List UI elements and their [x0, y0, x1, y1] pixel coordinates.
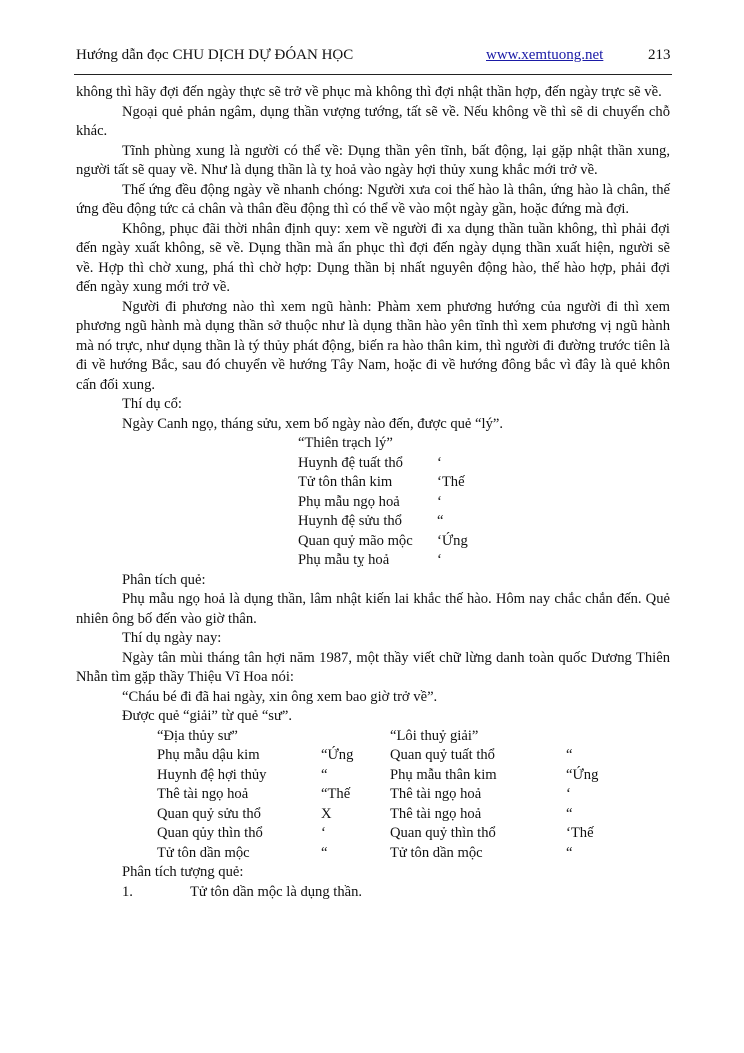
left-line-name: Huynh đệ hợi thủy [157, 766, 267, 783]
hexagram-line [76, 493, 670, 513]
line-mark: “ [437, 513, 444, 529]
hexagram-pair-row [76, 805, 670, 825]
hexagram-line [76, 512, 670, 532]
right-line-mark: “ [566, 844, 573, 861]
hexagram-title: “Thiên trạch lý” [298, 435, 393, 451]
paragraph: Tĩnh phùng xung là người có thể về: Dụng thần yên tĩnh, bất động, lại gặp nhật thần xung, người tất sẽ quay về. Như là dụng thần là tỵ hoả vào ngày hợi thủy xung khắc mới trở về. [76, 142, 670, 178]
example-intro: Ngày tân mùi tháng tân hợi năm 1987, một thầy viết chữ lừng danh toàn quốc Dương Thiên Nhẫn tìm gặp thầy Thiệu Vĩ Hoa nói: [76, 649, 670, 685]
line-mark: ‘Thế [437, 474, 465, 490]
hexagram-pair-titles [76, 727, 670, 747]
right-hexagram-title: “Lôi thuỷ giải” [390, 727, 479, 744]
left-line-mark: X [321, 805, 332, 822]
right-line-name: Quan quỷ thìn thổ [390, 825, 496, 841]
line-name: Huynh đệ tuất thổ [298, 454, 403, 471]
right-line-mark: “ [566, 747, 573, 763]
line-mark: ‘ [437, 454, 442, 471]
left-line-name: Quan quỷ sửu thổ [157, 805, 261, 822]
hexagram-title-row [76, 434, 670, 454]
line-name: Phụ mẫu ngọ hoả [298, 493, 400, 510]
hexagram-line [76, 473, 670, 493]
analysis-heading: Phân tích quẻ: [122, 571, 206, 588]
analysis-text: Phụ mẫu ngọ hoả là dụng thần, lâm nhật kiến lai khắc thế hào. Hôm nay chắc chắn đến. Quẻ nhiên ông bố đến vào giờ thân. [76, 591, 670, 627]
hexagram-pair-row [76, 824, 670, 844]
line-name: Huynh đệ sửu thổ [298, 513, 402, 529]
line-mark: ‘Ứng [437, 532, 468, 549]
right-line-name: Phụ mẫu thân kim [390, 766, 497, 783]
right-line-mark: “ [566, 805, 573, 822]
hexagram-pair-row [76, 785, 670, 805]
paragraph: không thì hãy đợi đến ngày thực sẽ trở về phục mà không thì đợi nhật thần hợp, đến ngày trực sẽ về. [76, 84, 662, 100]
line-name: Quan quỷ mão mộc [298, 532, 413, 549]
left-line-mark: ‘ [321, 825, 326, 841]
left-line-mark: “Ứng [321, 747, 354, 763]
paragraph: Thế ứng đều động ngày về nhanh chóng: Người xưa coi thế hào là thân, ứng hào là chân, thế ứng đều động tức cả chân và thân đều động thì có thể về vào một ngày gần, hoặc đứng mà đợi. [76, 181, 670, 217]
item-number: 1. [122, 883, 133, 900]
page-number: 213 [648, 47, 671, 63]
line-name: Phụ mẫu tỵ hoả [298, 552, 390, 568]
hexagram-pair-row [76, 746, 670, 766]
right-line-name: Thê tài ngọ hoả [390, 786, 482, 802]
hexagram-line [76, 532, 670, 552]
line-name: Tử tôn thân kim [298, 474, 393, 490]
right-line-name: Tử tôn dần mộc [390, 844, 483, 861]
right-line-mark: “Ứng [566, 766, 599, 783]
hexagram-line [76, 454, 670, 474]
left-line-name: Quan qủy thìn thổ [157, 825, 263, 841]
example-heading: Thí dụ cổ: [122, 396, 182, 412]
item-text: Tử tôn dần mộc là dụng thần. [190, 883, 363, 900]
example-heading: Thí dụ ngày nay: [122, 630, 222, 646]
hexagram-pair-row [76, 844, 670, 864]
header-divider [74, 74, 672, 75]
left-line-mark: “ [321, 766, 328, 783]
quote: “Cháu bé đi đã hai ngày, xin ông xem bao giờ trở về”. [122, 688, 438, 705]
left-line-name: Phụ mẫu dậu kim [157, 747, 260, 763]
paragraph: Ngoại quẻ phản ngâm, dụng thần vượng tướng, tất sẽ về. Nếu không về thì sẽ di chuyển chỗ khác. [76, 103, 670, 139]
numbered-item [76, 883, 670, 903]
paragraph: Người đi phương nào thì xem ngũ hành: Phàm xem phương hướng của người đi thì xem phương ngũ hành mà dụng thần sở thuộc như là dụng thần hào yên tĩnh thì xem phương vị ngũ hành mà nó trực, như dụng thần là tý thủy phát động, biến ra hào thân kim, thì người đi đường trước tiên là đi về hướng Bắc, sau đó chuyển về hướng Tây Nam, hoặc đi về hướng đông bắc vì đây là quẻ khôn cấn đối xung. [76, 298, 670, 393]
left-line-name: Tử tôn dần mộc [157, 844, 250, 861]
example-intro: Ngày Canh ngọ, tháng sửu, xem bố ngày nào đến, được quẻ “lý”. [122, 415, 503, 432]
left-line-mark: “ [321, 844, 328, 861]
line-mark: ‘ [437, 493, 442, 510]
page-body [76, 83, 670, 902]
hexagram-line [76, 551, 670, 571]
right-line-name: Quan quỷ tuất thổ [390, 747, 495, 763]
analysis-heading: Phân tích tượng quẻ: [122, 864, 244, 880]
left-hexagram-title: “Địa thủy sư” [157, 727, 238, 744]
right-line-mark: ‘Thế [566, 825, 594, 841]
obtained-hexagram: Được quẻ “giải” từ quẻ “sư”. [122, 708, 293, 724]
running-header-title: Hướng dẫn đọc CHU DỊCH DỰ ĐÓAN HỌC [76, 47, 354, 63]
left-line-mark: “Thế [321, 786, 351, 802]
left-line-name: Thê tài ngọ hoả [157, 786, 249, 802]
website-link[interactable]: www.xemtuong.net [486, 47, 604, 63]
hexagram-pair-row [76, 766, 670, 786]
right-line-mark: ‘ [566, 786, 571, 802]
paragraph: Không, phục đãi thời nhân định quy: xem về người đi xa dụng thần tuần không, thì phải đợi đến ngày xuất không, sẽ về. Dụng thần mà ẩn phục thì đợi đến ngày dụng thần xuất hiện, người sẽ về. Hợp thì chờ xung, phá thì chờ hợp: Dụng thần bị nhất nguyên động hào, thế hào hợp, phải đợi đến ngày xung mới trở về. [76, 220, 670, 295]
line-mark: ‘ [437, 552, 442, 568]
right-line-name: Thê tài ngọ hoả [390, 805, 482, 822]
